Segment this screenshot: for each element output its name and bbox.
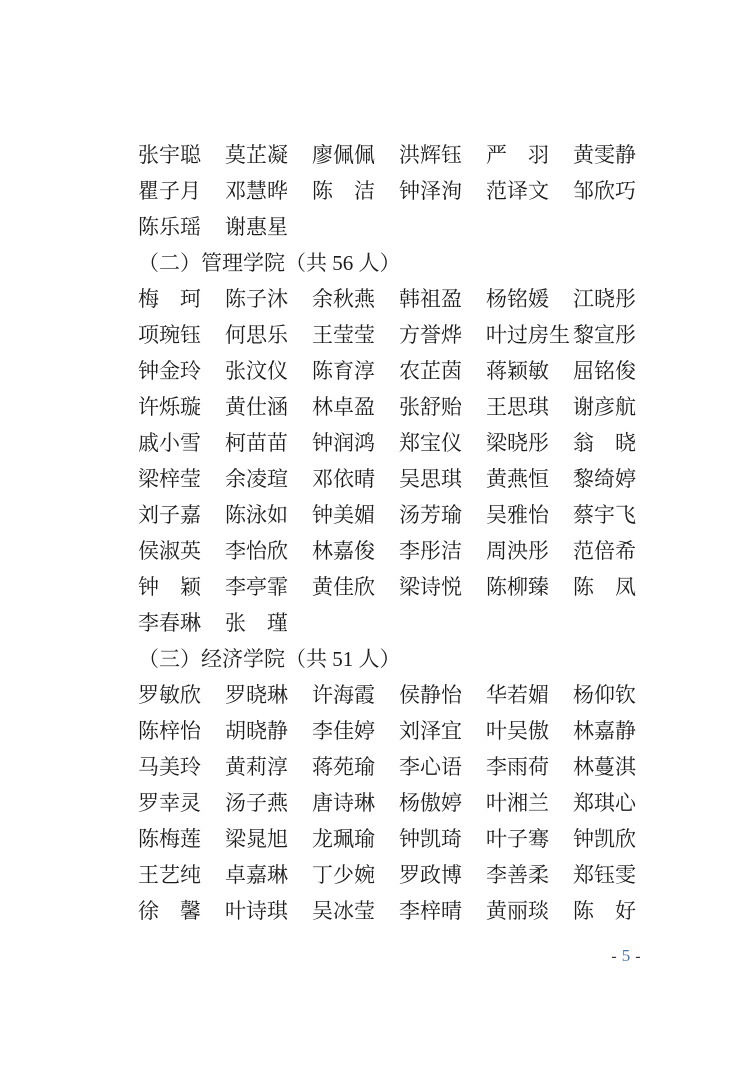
student-name: 陈 凤: [573, 575, 636, 599]
student-name: 余秋燕: [312, 287, 375, 311]
student-name: 农芷茵: [399, 359, 462, 383]
name-row: [138, 389, 698, 425]
student-name: 黄佳欣: [312, 575, 375, 599]
student-name: 张宇聪: [138, 143, 201, 167]
student-name: 李佳婷: [312, 719, 375, 743]
name-row: [138, 281, 698, 317]
student-name: 李亭霏: [225, 575, 288, 599]
student-name: 丁少婉: [312, 863, 375, 887]
student-name: 李梓晴: [399, 899, 462, 923]
student-name: 陈柳臻: [486, 575, 549, 599]
name-row: [138, 353, 698, 389]
student-name: 蔡宇飞: [573, 503, 636, 527]
student-name: 李彤洁: [399, 539, 462, 563]
student-name: 梁晓彤: [486, 431, 549, 455]
student-name: 梁诗悦: [399, 575, 462, 599]
student-name: 李心语: [399, 755, 462, 779]
student-name: 柯苗苗: [225, 431, 288, 455]
page-number-value: 5: [621, 946, 631, 965]
student-name: 黎宣彤: [573, 323, 636, 347]
student-name-list: [138, 137, 698, 929]
name-row: [138, 821, 698, 857]
section-heading: （三）经济学院（共 51 人）: [138, 647, 401, 671]
student-name: 屈铭俊: [573, 359, 636, 383]
student-name: 胡晓静: [225, 719, 288, 743]
student-name: 张 瑾: [225, 611, 288, 635]
student-name: 陈乐瑶: [138, 215, 201, 239]
student-name: 王莹莹: [312, 323, 375, 347]
name-row: [138, 209, 698, 245]
student-name: 陈梓怡: [138, 719, 201, 743]
page-number-dash-right: -: [635, 948, 641, 965]
student-name: 马美玲: [138, 755, 201, 779]
name-row: [138, 461, 698, 497]
student-name: 刘泽宜: [399, 719, 462, 743]
name-row: [138, 317, 698, 353]
student-name: 林蔓淇: [573, 755, 636, 779]
student-name: 叶湘兰: [486, 791, 549, 815]
student-name: 黄燕恒: [486, 467, 549, 491]
student-name: 周泱彤: [486, 539, 549, 563]
student-name: 罗晓琳: [225, 683, 288, 707]
student-name: 黄丽琰: [486, 899, 549, 923]
student-name: 唐诗琳: [312, 791, 375, 815]
student-name: 张汶仪: [225, 359, 288, 383]
student-name: 韩祖盈: [399, 287, 462, 311]
student-name: 杨傲婷: [399, 791, 462, 815]
name-row: [138, 137, 698, 173]
student-name: 黄仕涵: [225, 395, 288, 419]
student-name: 谢彦航: [573, 395, 636, 419]
student-name: 杨仰钦: [573, 683, 636, 707]
page-number: [586, 944, 666, 969]
student-name: 瞿子月: [138, 179, 201, 203]
student-name: 钟凯欣: [573, 827, 636, 851]
student-name: 蒋苑瑜: [312, 755, 375, 779]
student-name: 钟泽洵: [399, 179, 462, 203]
name-row: [138, 893, 698, 929]
student-name: 黄莉淳: [225, 755, 288, 779]
student-name: 廖佩佩: [312, 143, 375, 167]
student-name: 陈育淳: [312, 359, 375, 383]
student-name: 王思琪: [486, 395, 549, 419]
student-name: 谢惠星: [225, 215, 288, 239]
student-name: 陈泳如: [225, 503, 288, 527]
section-heading: （二）管理学院（共 56 人）: [138, 251, 401, 275]
student-name: 梅 珂: [138, 287, 201, 311]
student-name: 吴思琪: [399, 467, 462, 491]
student-name: 邓慧晔: [225, 179, 288, 203]
student-name: 郑琪心: [573, 791, 636, 815]
name-row: [138, 497, 698, 533]
student-name: 蒋颖敏: [486, 359, 549, 383]
student-name: 黄雯静: [573, 143, 636, 167]
student-name: 严 羽: [486, 143, 549, 167]
name-row: [138, 533, 698, 569]
student-name: 侯静怡: [399, 683, 462, 707]
name-row: [138, 677, 698, 713]
name-row: [138, 857, 698, 893]
name-row: [138, 425, 698, 461]
student-name: 余凌瑄: [225, 467, 288, 491]
student-name: 李雨荷: [486, 755, 549, 779]
student-name: 叶诗琪: [225, 899, 288, 923]
student-name: 许海霞: [312, 683, 375, 707]
student-name: 邹欣巧: [573, 179, 636, 203]
name-row: [138, 569, 698, 605]
student-name: 钟 颖: [138, 575, 201, 599]
student-name: 范译文: [486, 179, 549, 203]
student-name: 李春琳: [138, 611, 201, 635]
student-name: 钟美媚: [312, 503, 375, 527]
student-name: 汤芳瑜: [399, 503, 462, 527]
student-name: 龙珮瑜: [312, 827, 375, 851]
student-name: 罗政博: [399, 863, 462, 887]
student-name: 许烁璇: [138, 395, 201, 419]
student-name: 梁晁旭: [225, 827, 288, 851]
student-name: 郑钰雯: [573, 863, 636, 887]
student-name: 徐 馨: [138, 899, 201, 923]
student-name: 郑宝仪: [399, 431, 462, 455]
student-name: 李怡欣: [225, 539, 288, 563]
student-name: 邓依晴: [312, 467, 375, 491]
student-name: 王艺纯: [138, 863, 201, 887]
student-name: 洪辉钰: [399, 143, 462, 167]
student-name: 钟润鸿: [312, 431, 375, 455]
student-name: 钟金玲: [138, 359, 201, 383]
student-name: 戚小雪: [138, 431, 201, 455]
name-row: [138, 173, 698, 209]
student-name: 吴雅怡: [486, 503, 549, 527]
student-name: 侯淑英: [138, 539, 201, 563]
student-name: 罗幸灵: [138, 791, 201, 815]
student-name: 李善柔: [486, 863, 549, 887]
student-name: 黎绮婷: [573, 467, 636, 491]
name-row: [138, 749, 698, 785]
student-name: 钟凯琦: [399, 827, 462, 851]
student-name: 林卓盈: [312, 395, 375, 419]
student-name: 梁梓莹: [138, 467, 201, 491]
student-name: 陈 好: [573, 899, 636, 923]
page-number-dash-left: -: [611, 948, 617, 965]
student-name: 华若媚: [486, 683, 549, 707]
student-name: 陈子沐: [225, 287, 288, 311]
name-row: [138, 785, 698, 821]
student-name: 叶子骞: [486, 827, 549, 851]
student-name: 方誉烨: [399, 323, 462, 347]
student-name: 江晓彤: [573, 287, 636, 311]
student-name: 叶吴傲: [486, 719, 549, 743]
student-name: 杨铭媛: [486, 287, 549, 311]
student-name: 何思乐: [225, 323, 288, 347]
student-name: 叶过房生: [486, 323, 570, 347]
student-name: 莫芷凝: [225, 143, 288, 167]
student-name: 陈梅莲: [138, 827, 201, 851]
student-name: 林嘉静: [573, 719, 636, 743]
student-name: 陈 洁: [312, 179, 375, 203]
student-name: 项琬钰: [138, 323, 201, 347]
student-name: 林嘉俊: [312, 539, 375, 563]
student-name: 刘子嘉: [138, 503, 201, 527]
name-row: [138, 713, 698, 749]
student-name: 卓嘉琳: [225, 863, 288, 887]
student-name: 张舒贻: [399, 395, 462, 419]
student-name: 翁 晓: [573, 431, 636, 455]
student-name: 吴冰莹: [312, 899, 375, 923]
student-name: 罗敏欣: [138, 683, 201, 707]
student-name: 范倍希: [573, 539, 636, 563]
student-name: 汤子燕: [225, 791, 288, 815]
name-row: [138, 605, 698, 641]
